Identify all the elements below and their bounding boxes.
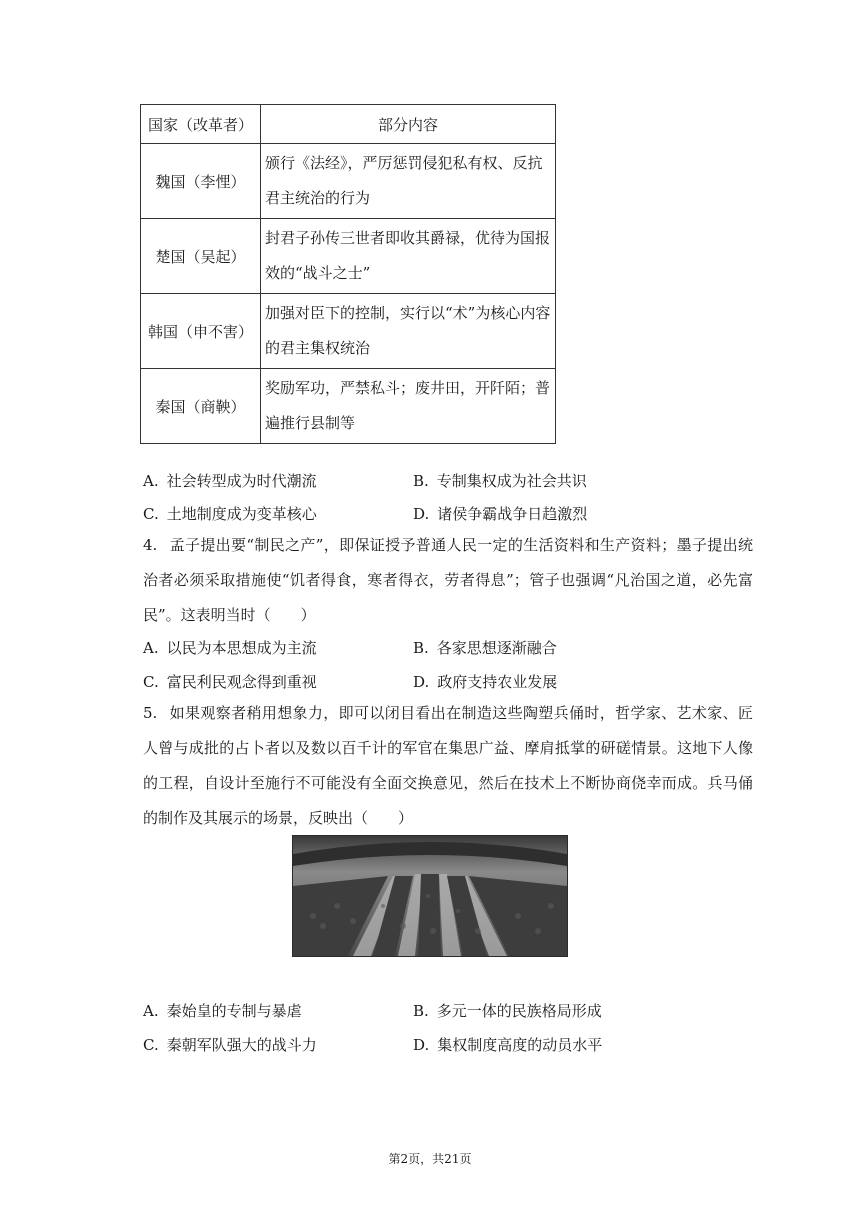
q5-option-c[interactable]: C. 秦朝军队强大的战斗力 — [143, 1036, 317, 1054]
q5-option-a[interactable]: A. 秦始皇的专制与暴虐 — [143, 1002, 302, 1020]
cell-state: 魏国（李悝） — [141, 144, 261, 219]
cell-content: 封君子孙传三世者即收其爵禄，优待为国报效的“战斗之士” — [261, 219, 556, 294]
q3-option-b[interactable]: B. 专制集权成为社会共识 — [413, 472, 587, 490]
page-footer: 第2页，共21页 — [388, 1152, 472, 1166]
reform-table — [140, 104, 556, 444]
header-state: 国家（改革者） — [141, 105, 261, 144]
q5-option-d[interactable]: D. 集权制度高度的动员水平 — [413, 1036, 603, 1054]
question-5 — [143, 696, 753, 836]
q4-option-d[interactable]: D. 政府支持农业发展 — [413, 673, 558, 691]
q5-option-b[interactable]: B. 多元一体的民族格局形成 — [413, 1002, 602, 1020]
q4-option-b[interactable]: B. 各家思想逐渐融合 — [413, 639, 557, 657]
q3-option-a[interactable]: A. 社会转型成为时代潮流 — [143, 472, 317, 490]
cell-state: 楚国（吴起） — [141, 219, 261, 294]
cell-content: 奖励军功，严禁私斗；废井田，开阡陌；普遍推行县制等 — [261, 369, 556, 444]
q3-option-c[interactable]: C. 土地制度成为变革核心 — [143, 505, 317, 523]
table-row — [141, 369, 556, 444]
terracotta-army-image — [293, 836, 567, 956]
table-row — [141, 219, 556, 294]
question-number: 5. — [143, 704, 158, 722]
terracotta-army-photo — [292, 835, 568, 957]
cell-state: 秦国（商鞅） — [141, 369, 261, 444]
question-4 — [143, 528, 753, 633]
question-stem: 孟子提出要“制民之产”，即保证授予普通人民一定的生活资料和生产资料；墨子提出统治者必须采取措施使“饥者得食，寒者得衣，劳者得息”；管子也强调“凡治国之道，必先富民”。这表明当时（ ） — [143, 536, 753, 624]
q4-option-a[interactable]: A. 以民为本思想成为主流 — [143, 639, 317, 657]
header-content: 部分内容 — [261, 105, 556, 144]
question-number: 4. — [143, 536, 158, 554]
q3-option-d[interactable]: D. 诸侯争霸战争日趋激烈 — [413, 505, 588, 523]
q4-option-c[interactable]: C. 富民利民观念得到重视 — [143, 673, 317, 691]
cell-state: 韩国（申不害） — [141, 294, 261, 369]
table-header-row — [141, 105, 556, 144]
table-row — [141, 144, 556, 219]
cell-content: 加强对臣下的控制，实行以“术”为核心内容的君主集权统治 — [261, 294, 556, 369]
table-row — [141, 294, 556, 369]
cell-content: 颁行《法经》，严厉惩罚侵犯私有权、反抗君主统治的行为 — [261, 144, 556, 219]
question-stem: 如果观察者稍用想象力，即可以闭目看出在制造这些陶塑兵俑时，哲学家、艺术家、匠人曾与成批的占卜者以及数以百千计的军官在集思广益、摩肩抵掌的研磋情景。这地下人像的工程，自设计至施行不可能没有全面交换意见，然后在技术上不断协商侥幸而成。兵马俑的制作及其展示的场景，反映出（ ） — [143, 704, 753, 827]
